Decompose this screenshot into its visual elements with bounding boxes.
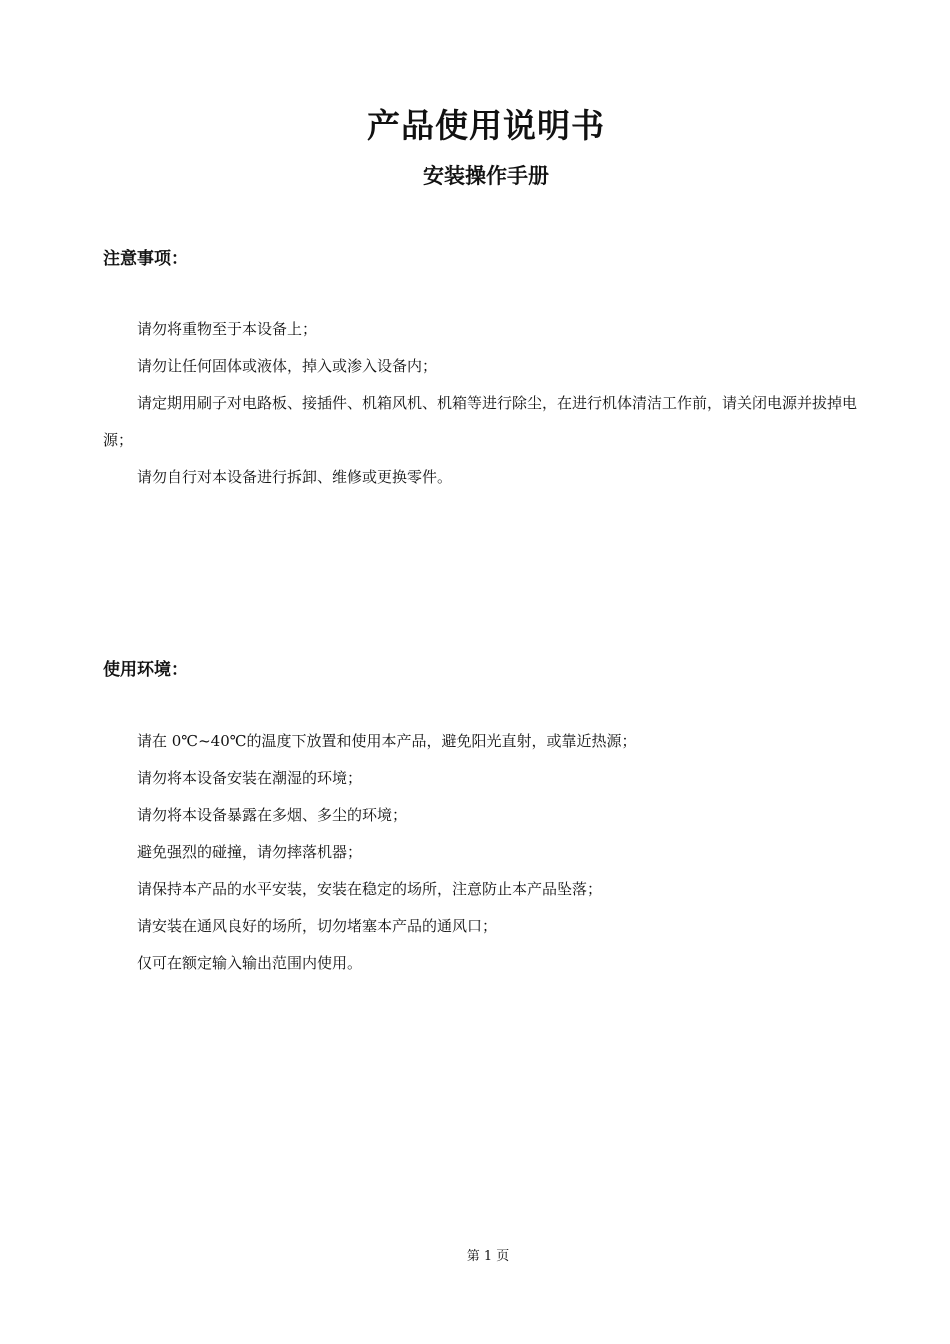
notes-item: 请勿将重物至于本设备上； [137,320,318,338]
notes-item: 请勿让任何固体或液体，掉入或渗入设备内； [137,357,438,375]
notes-item: 请定期用刷子对电路板、接插件、机箱风机、机箱等进行除尘，在进行机体清洁工作前，请关闭电源并拔掉电源； [103,394,858,449]
environment-item: 避免强烈的碰撞，请勿摔落机器； [137,843,363,861]
notes-section-body [103,311,878,496]
notes-section-heading: 注意事项： [103,249,188,269]
environment-section-body [103,723,878,982]
environment-item: 请保持本产品的水平安装，安装在稳定的场所，注意防止本产品坠落； [137,880,603,898]
environment-item: 请勿将本设备安装在潮湿的环境； [137,769,363,787]
notes-item: 请勿自行对本设备进行拆卸、维修或更换零件。 [137,468,453,486]
document-title: 产品使用说明书 [367,106,605,145]
environment-item: 仅可在额定输入输出范围内使用。 [137,954,363,972]
environment-item: 请勿将本设备暴露在多烟、多尘的环境； [137,806,408,824]
environment-item: 请安装在通风良好的场所，切勿堵塞本产品的通风口； [137,917,498,935]
environment-section-heading: 使用环境： [103,660,188,680]
page-number: 第 1 页 [466,1249,510,1264]
environment-item: 请在 0℃~40℃的温度下放置和使用本产品，避免阳光直射，或靠近热源； [137,732,637,750]
document-subtitle: 安装操作手册 [423,164,549,188]
